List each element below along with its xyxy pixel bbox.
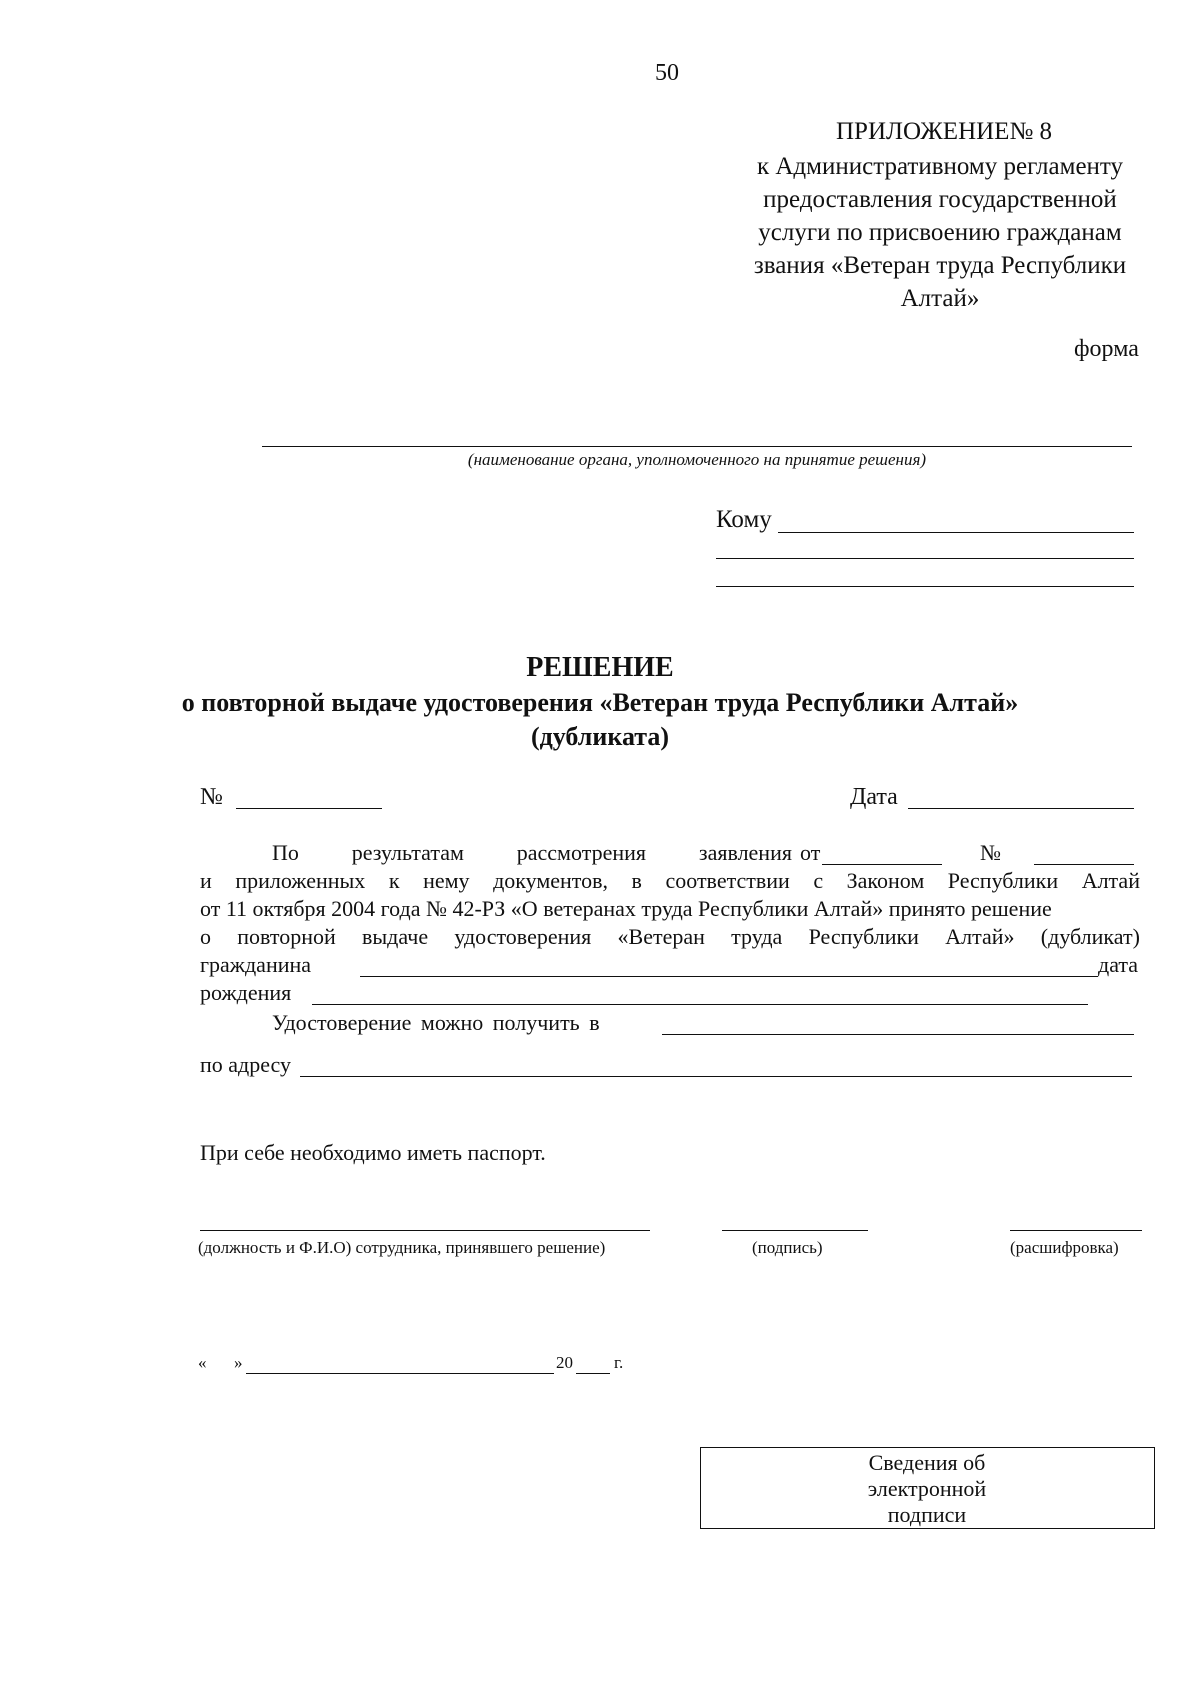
- position-line: [200, 1230, 650, 1231]
- word: и: [200, 868, 212, 893]
- word: «Ветеран: [617, 924, 705, 949]
- appendix-line: звания «Ветеран труда Республики: [753, 252, 1127, 279]
- word: результатам: [351, 840, 464, 865]
- number-label: №: [200, 784, 223, 810]
- address-label: по адресу: [200, 1052, 292, 1077]
- to-line: [716, 586, 1134, 587]
- word: рассмотрения: [516, 840, 647, 865]
- body-line-3: от 11 октября 2004 года № 42-РЗ «О ветеранах труда Республики Алтай» принято решение: [200, 896, 1052, 921]
- year-suffix: г.: [614, 1353, 624, 1372]
- passport-note: При себе необходимо иметь паспорт.: [200, 1140, 546, 1165]
- decision-title: РЕШЕНИЕ: [526, 652, 674, 683]
- position-caption: (должность и Ф.И.О) сотрудника, принявшего решение): [198, 1238, 606, 1257]
- appendix-line: к Административному регламенту: [756, 153, 1124, 180]
- sign-line: [722, 1230, 868, 1231]
- appendix-line: Алтай»: [900, 285, 980, 312]
- from-label: от: [800, 840, 821, 865]
- word: в: [631, 868, 642, 893]
- year-line: [576, 1373, 610, 1374]
- word: выдаче: [362, 924, 429, 949]
- appendix-description: [730, 150, 1150, 315]
- body-line-4: [200, 924, 1140, 950]
- e-signature-line: Сведения об: [868, 1450, 986, 1475]
- decision-subtitle: о повторной выдаче удостоверения «Ветеран труда Республики Алтай»: [181, 688, 1019, 717]
- body-line-1: [272, 840, 792, 866]
- to-line: [716, 558, 1134, 559]
- date-month-line: [246, 1373, 554, 1374]
- decode-caption: (расшифровка): [1010, 1238, 1119, 1257]
- word: (дубликат): [1040, 924, 1140, 949]
- number-line: [236, 808, 382, 809]
- address-line: [300, 1076, 1132, 1077]
- e-signature-text: [701, 1450, 1153, 1528]
- receive-label: Удостоверение можно получить в: [272, 1010, 600, 1035]
- word: По: [272, 840, 299, 865]
- date-line: [908, 808, 1134, 809]
- birth-date-line: [312, 1004, 1088, 1005]
- word: Алтай: [1081, 868, 1140, 893]
- application-date-line: [822, 864, 942, 865]
- application-number-label: №: [980, 840, 1001, 865]
- authority-line: [262, 446, 1132, 447]
- date-close-quote: »: [234, 1353, 243, 1372]
- e-signature-line: подписи: [887, 1502, 967, 1527]
- word: нему: [423, 868, 470, 893]
- birth-date-label: дата: [1098, 952, 1139, 977]
- citizen-label: гражданина: [200, 952, 312, 977]
- receive-place-line: [662, 1034, 1134, 1035]
- word: удостоверения: [454, 924, 592, 949]
- form-label: форма: [1074, 336, 1139, 362]
- e-signature-line: электронной: [867, 1476, 987, 1501]
- word: Алтай»: [945, 924, 1015, 949]
- word: Республики: [947, 868, 1059, 893]
- decode-line: [1010, 1230, 1142, 1231]
- word: Республики: [808, 924, 919, 949]
- decision-subtitle-2: (дубликата): [530, 722, 670, 751]
- word: повторной: [237, 924, 336, 949]
- word: труда: [731, 924, 783, 949]
- date-label: Дата: [850, 784, 898, 810]
- word: с: [813, 868, 824, 893]
- word: заявления: [698, 840, 792, 865]
- to-line: [778, 532, 1134, 533]
- word: о: [200, 924, 211, 949]
- citizen-name-line: [360, 976, 1098, 977]
- word: Законом: [846, 868, 925, 893]
- e-signature-box: [700, 1447, 1155, 1529]
- word: документов,: [493, 868, 609, 893]
- word: к: [388, 868, 400, 893]
- application-number-line: [1034, 864, 1134, 865]
- to-label: Кому: [716, 506, 772, 533]
- authority-caption: (наименование органа, уполномоченного на принятие решения): [467, 450, 927, 469]
- page-number: 50: [655, 60, 679, 86]
- appendix-line: предоставления государственной: [763, 186, 1117, 213]
- appendix-line: услуги по присвоению гражданам: [758, 219, 1122, 246]
- birth-label: рождения: [200, 980, 292, 1005]
- sign-caption: (подпись): [752, 1238, 823, 1257]
- date-open-quote: «: [198, 1353, 207, 1372]
- word: приложенных: [235, 868, 366, 893]
- appendix-title: ПРИЛОЖЕНИЕ№ 8: [836, 118, 1053, 145]
- body-line-2: [200, 868, 1140, 894]
- word: соответствии: [665, 868, 790, 893]
- year-prefix: 20: [556, 1353, 573, 1372]
